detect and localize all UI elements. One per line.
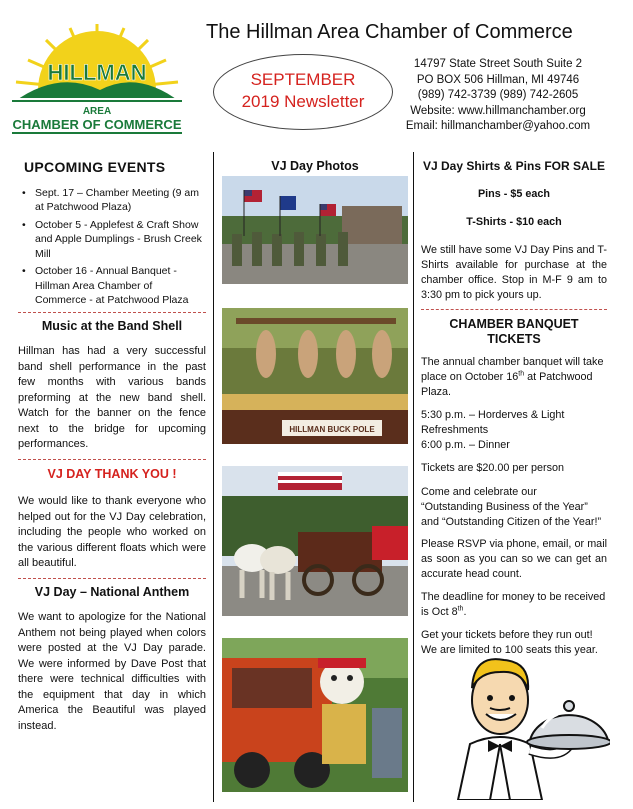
anthem-heading: VJ Day – National Anthem	[34, 584, 190, 599]
newsletter-title: The Hillman Area Chamber of Commerce	[206, 21, 573, 43]
photos-heading: VJ Day Photos	[271, 159, 359, 173]
section-divider	[18, 459, 206, 460]
shirts-pins-text: We still have some VJ Day Pins and T-Shirts available for purchase at the chamber office. Stop in M-F 9 am to 3:30 pm to pick yours up.	[421, 244, 607, 301]
waiter-clipart	[430, 640, 610, 800]
contact-block	[393, 57, 603, 135]
celebrate-line: Come and celebrate our	[421, 486, 537, 498]
music-heading: Music at the Band Shell	[41, 318, 183, 333]
newsletter-month: SEPTEMBER	[250, 70, 356, 89]
float-banner-text: HILLMAN BUCK POLE	[289, 425, 375, 434]
contact-po-box: PO BOX 506 Hillman, MI 49746	[416, 73, 580, 86]
column-divider-right	[413, 152, 414, 802]
section-divider	[18, 312, 206, 313]
chamber-logo	[8, 18, 186, 136]
parade-flags-photo	[222, 176, 408, 284]
newsletter-year: 2019 Newsletter	[241, 92, 365, 111]
event-item: • October 5 - Applefest & Craft Show and Apple Dumplings - Brush Creek Mill	[28, 218, 206, 262]
schedule-dinner: 6:00 p.m. – Dinner	[421, 439, 510, 451]
shirts-pins-heading: VJ Day Shirts & Pins FOR SALE	[422, 159, 606, 173]
run-out-text: Get your tickets before they run out!	[421, 629, 593, 641]
celebrate-citizen: and “Outstanding Citizen of the Year!”	[421, 516, 602, 528]
pins-price: Pins - $5 each	[477, 188, 550, 200]
horse-wagon-photo	[222, 466, 408, 616]
contact-website[interactable]: Website: www.hillmanchamber.org	[410, 104, 586, 117]
celebrate-business: “Outstanding Business of the Year”	[421, 501, 588, 513]
section-divider	[18, 578, 206, 579]
event-item: • Sept. 17 – Chamber Meeting (9 am at Patchwood Plaza)	[28, 186, 206, 215]
contact-phones: (989) 742-3739 (989) 742-2605	[417, 89, 579, 101]
left-column	[18, 160, 206, 734]
section-divider	[421, 309, 607, 310]
contact-email[interactable]: Email: hillmanchamber@yahoo.com	[405, 120, 591, 132]
upcoming-events-heading: UPCOMING EVENTS	[24, 159, 166, 175]
thank-you-text: We would like to thank everyone who helped out for the VJ Day celebration, including the people who worked on the various different floats which were all beautiful.	[18, 495, 206, 569]
buck-pole-float-photo	[222, 308, 408, 444]
ticket-price: Tickets are $20.00 per person	[421, 462, 565, 474]
newsletter-date-oval	[213, 54, 393, 130]
right-column	[421, 159, 607, 658]
deadline-text: The deadline for money to be received is Oct 8th.	[421, 591, 606, 618]
logo-text-area: AREA	[82, 106, 112, 117]
anthem-text: We want to apologize for the National Anthem not being played when colors were posted at the VJ Day parade. We were informed by Dave Post that there were technical difficulties with the equipment that day in which America the Beautiful was played instead.	[18, 611, 206, 732]
logo-text-hillman: HILLMAN	[47, 60, 147, 85]
mascot-vehicle-photo	[222, 638, 408, 792]
events-list	[18, 186, 206, 308]
event-item: • October 16 - Annual Banquet - Hillman Area Chamber of Commerce - at Patchwood Plaza	[28, 264, 206, 308]
music-text: Hillman has had a very successful band shell performance in the past few months with various bands preforming at the new band shell. Watch for the banner on the fence next to the bridge for upcoming performances.	[18, 345, 206, 450]
banquet-heading: CHAMBER BANQUET TICKETS	[449, 317, 579, 346]
seat-limit-text: We are limited to 100 seats this year.	[421, 644, 598, 656]
contact-address: 14797 State Street South Suite 2	[413, 58, 583, 70]
schedule-refreshments: 5:30 p.m. – Horderves & Light Refreshments	[421, 409, 565, 436]
rsvp-text: Please RSVP via phone, email, or mail as soon as you can so we can get an accurate head count.	[421, 538, 607, 580]
t-shirts-price: T-Shirts - $10 each	[466, 216, 562, 228]
logo-text-chamber: CHAMBER OF COMMERCE	[12, 117, 182, 132]
thank-you-heading: VJ DAY THANK YOU !	[47, 466, 177, 481]
column-divider-left	[213, 152, 214, 802]
banquet-details: The annual chamber banquet will take place on October 16th at Patchwood Plaza.	[421, 356, 604, 398]
